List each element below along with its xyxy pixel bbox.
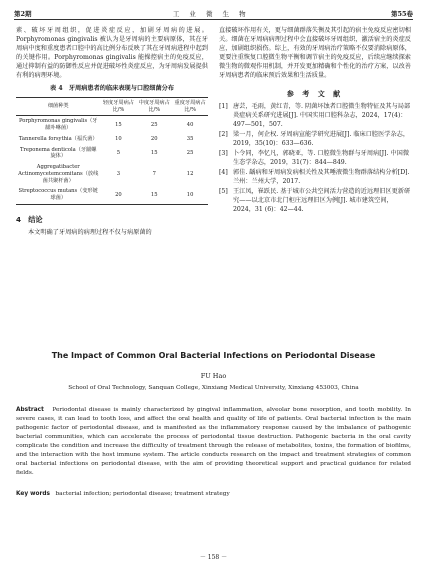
reference-item xyxy=(219,131,411,149)
table-title: 表 4 牙周病患者的临床表现与口腔细菌分布 xyxy=(49,84,175,92)
keywords-label: Key words xyxy=(16,491,50,497)
table-cell: 15 xyxy=(115,121,122,128)
table-cell: Tannerella forsythia（福氏菌） xyxy=(18,135,98,142)
table-cell: Streptococcus mutans（变形链球菌） xyxy=(18,188,98,202)
reference-text: 梁一月，何企权. 牙周病宣能学研究进展[J]. 临床口腔医学杂志，2019，35(10)：633—636. xyxy=(233,131,410,147)
left-paragraph-2: 本文明确了牙周病的病理过程不仅与病原菌的 xyxy=(28,229,152,237)
reference-item xyxy=(219,169,411,187)
reference-number: [4] xyxy=(219,168,228,176)
references-heading: 参 考 文 献 xyxy=(286,89,344,98)
reference-text: 郭佳. 龋病和牙周病发病相关性及其唾液微生物群落结构分析[D]. 兰州：兰州大学，2017. xyxy=(233,168,410,185)
english-author: FU Hao xyxy=(200,372,227,380)
table-cell: 20 xyxy=(150,135,158,142)
table-cell: Aggregatibacter Actinomycetemcomitans（放线菌共聚杆菌） xyxy=(18,164,99,184)
english-abstract xyxy=(16,406,411,478)
right-column xyxy=(219,27,411,216)
table-cell: 15 xyxy=(150,191,158,198)
reference-item xyxy=(219,188,411,215)
reference-number: [3] xyxy=(219,149,228,157)
reference-list xyxy=(219,103,411,215)
volume-label: 第55卷 xyxy=(390,9,413,18)
english-title: The Impact of Common Oral Bacterial Infections on Periodontal Disease xyxy=(51,351,376,360)
left-column xyxy=(16,27,208,238)
left-paragraph-1: 素、破坏牙周组织，促进炎症反应，加剧牙周病的进展。Porphyromonas gingivalis 被认为是牙周病的主要病原体，其在牙周病中度和重度患者口腔中的高比例分布反映了其在牙周病进程中起到的关键作用。Porphyromonas gingivalis 能操控宿主的免疫反应，通过抑制有益的防御性反应并促进破坏性炎症反应，为牙周病发展提供有利的病理环境。 xyxy=(16,27,208,79)
table-cell: 40 xyxy=(186,121,194,128)
table-row xyxy=(16,162,208,186)
table-header-cell: 中度牙周病占比/% xyxy=(138,99,170,113)
reference-item xyxy=(219,150,411,168)
running-header xyxy=(14,8,413,20)
bacteria-table xyxy=(16,97,208,205)
table-row xyxy=(16,116,208,134)
reference-number: [5] xyxy=(219,187,228,195)
table-cell: 20 xyxy=(115,191,122,198)
table-cell: 25 xyxy=(150,121,158,128)
table-cell: 3 xyxy=(116,170,121,177)
section-heading: 4 结论 xyxy=(16,214,43,224)
table-header-cell: 轻度牙周病占比/% xyxy=(102,99,134,113)
journal-name: 工 业 微 生 物 xyxy=(172,9,250,18)
table-cell: 35 xyxy=(186,135,194,142)
reference-text: 王江凤，崔跃民. 基于城市公共空间活力营造的近远理旧区更新研究——以北京市北门柜庄远理旧区为例[J]. 城市建筑空间，2024，31 (6)：42—44. xyxy=(233,187,411,213)
table-cell: 10 xyxy=(186,191,194,198)
table-header-cell: 重度牙周病占比/% xyxy=(174,99,206,113)
table-cell: 10 xyxy=(115,135,122,142)
table-header-row xyxy=(16,97,208,116)
reference-number: [2] xyxy=(219,131,228,138)
english-keywords xyxy=(16,490,411,498)
right-paragraph-1: 直接破坏作用有关，更与细菌群落失衡及其引起的宿主免疫反应密切相关。细菌在牙周病病理过程中会直接破坏牙周组织，激活宿主的炎症反应，加剧组织损伤。综上，有效的牙周病治疗策略不仅要消除病原体，更要注重恢复口腔微生物平衡和调节宿主的免疫反应，后续应继续探索微生物的微观作用机制，并开发更加精确和个性化的治疗方案，以改善牙周病患者的临床预后效果和生活质量。 xyxy=(219,27,411,79)
table-row xyxy=(16,134,208,145)
reference-text: 唐芸，毛雨，黄红青，等. 阴菌坏蚀者口腔微生物特征及其与局部炎症病关系研究进展[J]. 中国实用口腔科杂志，2024，17(4)：497—501，507. xyxy=(233,103,411,129)
table-row xyxy=(16,186,208,204)
table-row xyxy=(16,145,208,163)
page-number: － 158 － xyxy=(199,554,228,562)
abstract-text: Periodontal disease is mainly characterized by gingival inflammation, alveolar bone resorption, and tooth mobility. In severe cases, it can lead to tooth loss, and affect the oral health and quality of life of patients. Oral bacterial infection is the main pathogenic factor of periodontal disease, and is manifested as the inflammatory response caused by the imbalance of pathogenic bacterial communities, which can accelerate the process of periodontal tissue destruction. Pathogenic bacteria in the oral cavity complicate the condition and increase the difficulty of treatment through the release of metabolites, toxins, the formation of biofilms, and the interaction with the host immune system. The article conducts research on the impact and treatment strategies of common oral bacterial infections on periodontal disease, with the aim of providing theoretical support and practical guidance for related fields. xyxy=(16,407,411,476)
table-cell: Porphyromonas gingivalis（牙龈卟啉菌） xyxy=(18,118,98,132)
table-cell: 15 xyxy=(150,150,158,157)
reference-number: [1] xyxy=(219,103,228,111)
table-cell: 12 xyxy=(186,170,194,177)
table-cell: 5 xyxy=(116,150,121,157)
abstract-label: Abstract xyxy=(16,407,44,413)
table-header-cell: 细菌种类 xyxy=(47,103,69,110)
keywords-text: bacterial infection; periodontal disease; treatment strategy xyxy=(55,491,230,497)
reference-text: 卜令同，李忆凡，郭晓亚，等. 口腔微生物群与牙周病[J]. 中国微生态学杂志，2019，31(7)：844—849. xyxy=(233,149,410,166)
table-cell: Treponema denticola（牙龈螺旋体） xyxy=(19,146,97,160)
table-cell: 25 xyxy=(186,150,194,157)
table-cell: 7 xyxy=(152,170,156,177)
reference-item xyxy=(219,103,411,130)
english-affiliation: School of Oral Technology, Sanquan College, Xinxiang Medical University, Xinxiang 453003, China xyxy=(68,385,359,391)
issue-label: 第2期 xyxy=(14,9,32,18)
